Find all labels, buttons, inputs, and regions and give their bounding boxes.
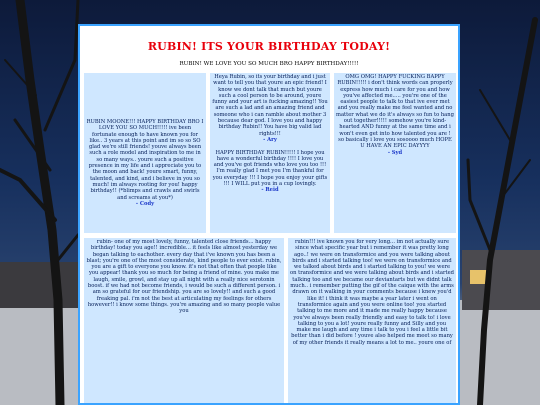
message-card-cody <box>84 73 206 233</box>
page-title: RUBIN! ITS YOUR BIRTHDAY TODAY! <box>147 40 391 53</box>
message-text: HAPPY BIRTHDAY RUBIN!!!!! I hope you have a wonderful birthday !!!! I love you and you've got friends who love you too !!! I'm really glad I met you I'm thankful for you everyday !!! I hope you enjoy your gifts !!! I WILL put you in a cup lovingly. <box>212 149 328 188</box>
message-text: OMG OMG! HAPPY FUCKING BAPPY RUBIN!!!!! i don't think words can properly express how much i care for you and how you've affected me..... you're one of the easiest people to talk to that ive ever met and you really make me feel wanted and no matter what we do it's always so fun to hang out together!!!!! somehow you're kind-hearted AND funny at the same time and i won't even get into how talented you are ! so basically i love you sosoooo much HOPE U HAVE AN EPIC DAYYYY <box>336 74 454 150</box>
message-text: Heya Rubin, so its your birthday and i just want to tell you that youre an epic friend! I know we dont talk that much but youre such a cool person to be around, youre funny and your art is fucking amazing!! You are such a lad and an amazing friend and someone who i can ramble about mother 3 because dear god. I love you and happy birthday Rubin!! You have big valid lad rights!!! <box>212 74 328 137</box>
message-card-ary-reid <box>210 73 330 233</box>
message-signature: - Reid <box>261 187 279 194</box>
page-subtitle: RUBIN! WE LOVE YOU SO MUCH BRO HAPPY BIRTHDAY!!!!! <box>179 61 359 67</box>
message-signature: - Ary <box>263 136 277 143</box>
message-signature: - Syd <box>387 149 403 156</box>
birthday-card-page <box>78 24 460 405</box>
message-text: rubin- one of my most lovely, funny, talented close friends... happy birthday! today you age!! incredible... it feels like almost yesterday we began talking to eachother. every day that i've known you has been a blast; you're one of the most considerate, kind people to ever exist. rubin, you are a gift to everyone you know. it's not that often that people like you appear! thank you so much for being a friend of mine. you make me laugh, smile, growl, and stay up all night with a really nice serotonin boost. if we had not become friends, i would be such a different person. i am so grateful for our friendship. you are so lovely!! and such a good freaking pal. i'm not the best at articulating my feelings for others however!! i know some things. you're amazing and so many people value you <box>86 239 282 315</box>
message-card-long-left <box>84 238 284 405</box>
message-signature: - Cody <box>135 200 155 207</box>
message-card-syd <box>334 73 456 233</box>
message-card-long-right <box>288 238 456 405</box>
message-text: RUBIN MOONE!!! HAPPY BIRTHDAY BRO I LOVE YOU SO MUCH!!!!! ive been fortunate enough to have known you for like.. 3 years at this point and im so so SO glad we're still friends! youve always been such a role model and inspiration to me in so many ways.. youre such a positive presence in my life and i appreciate you to the moon and back! youre smart, funny, talented, and kind, and i believe in you so much! im always rooting for you! happy birthday!! (*blimps and crawls and swirls and screams at you*) <box>86 119 204 201</box>
message-text: rubin!!! ive known you for very long... im not actually sure since what specific year but i remember it was pretty long ago..! we were on transformice and you were talking about birds and i started talking too! we were on transformice and we talked about birds and i started talking to you! we were on transformice and we were talking about birds and i started talking too and we became our deviantarts but we didnt talk much.. i remember putting the gif of the caique with the arms drawn on it walking in your comments because i knew you'd like it! i think it was maybe a year later i went on transformice again and you were online too! you started talking to me more and it made me really happy because you've always been really friendly and easy to talk to! i love talking to you a lot! youre really funny and Silly and you make me laugh and any time i talk to you i feel a little bit better than i did before ! youve also helped me meet so many of my other friends it really means a lot to me.. youre one of <box>290 239 454 346</box>
